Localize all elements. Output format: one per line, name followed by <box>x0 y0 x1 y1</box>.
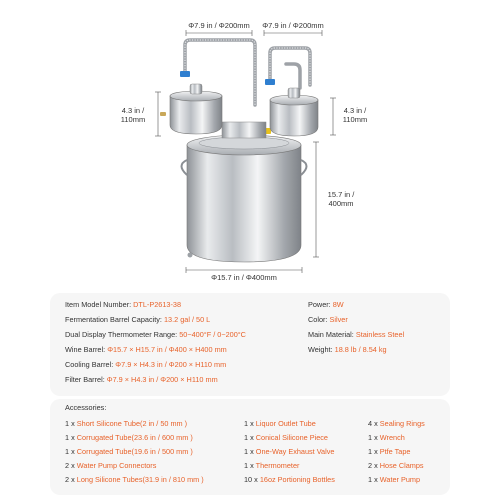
accessory-item: 2 x Long Silicone Tubes(31.9 in / 810 mm ) <box>65 475 204 484</box>
spec-weight: Weight: 18.8 lb / 8.54 kg <box>308 345 387 354</box>
accessory-item: 1 x Liquor Outlet Tube <box>244 419 316 428</box>
dim-right-height: 4.3 in / 110mm <box>342 106 368 124</box>
dim-barrel-height: 15.7 in / 400mm <box>327 190 355 208</box>
spec-filter-barrel: Filter Barrel: Φ7.9 × H4.3 in / Φ200 × H110 mm <box>65 375 218 384</box>
accessory-item: 1 x Short Silicone Tube(2 in / 50 mm ) <box>65 419 188 428</box>
accessories-panel <box>50 399 450 495</box>
dim-left-height: 4.3 in / 110mm <box>120 106 146 124</box>
spec-cooling-barrel: Cooling Barrel: Φ7.9 × H4.3 in / Φ200 × H110 mm <box>65 360 227 369</box>
accessory-item: 1 x Corrugated Tube(23.6 in / 600 mm ) <box>65 433 193 442</box>
accessory-item: 1 x Ptfe Tape <box>368 447 411 456</box>
accessory-item: 1 x Water Pump <box>368 475 421 484</box>
spec-panel <box>50 293 450 396</box>
accessory-item: 2 x Water Pump Connectors <box>65 461 157 470</box>
dim-top-right: Φ7.9 in / Φ200mm <box>262 21 324 30</box>
spec-model: Item Model Number: DTL-P2613-38 <box>65 300 182 309</box>
dim-bottom-width: Φ15.7 in / Φ400mm <box>211 273 277 282</box>
accessory-item: 1 x Thermometer <box>244 461 300 470</box>
accessory-item: 10 x 16oz Portioning Bottles <box>244 475 335 484</box>
spec-wine-barrel: Wine Barrel: Φ15.7 × H15.7 in / Φ400 × H400 mm <box>65 345 227 354</box>
accessory-item: 1 x One-Way Exhaust Valve <box>244 447 335 456</box>
accessory-item: 2 x Hose Clamps <box>368 461 424 470</box>
accessory-item: 1 x Corrugated Tube(19.6 in / 500 mm ) <box>65 447 193 456</box>
dim-top-left: Φ7.9 in / Φ200mm <box>188 21 250 30</box>
spec-capacity: Fermentation Barrel Capacity: 13.2 gal / 50 L <box>65 315 211 324</box>
accessory-item: 4 x Sealing Rings <box>368 419 425 428</box>
spec-power: Power: 8W <box>308 300 344 309</box>
accessory-item: 1 x Conical Silicone Piece <box>244 433 328 442</box>
spec-material: Main Material: Stainless Steel <box>308 330 405 339</box>
accessory-item: 1 x Wrench <box>368 433 405 442</box>
accessories-title: Accessories: <box>65 403 107 412</box>
spec-color: Color: Silver <box>308 315 348 324</box>
spec-thermometer: Dual Display Thermometer Range: 50~400°F / 0~200°C <box>65 330 246 339</box>
